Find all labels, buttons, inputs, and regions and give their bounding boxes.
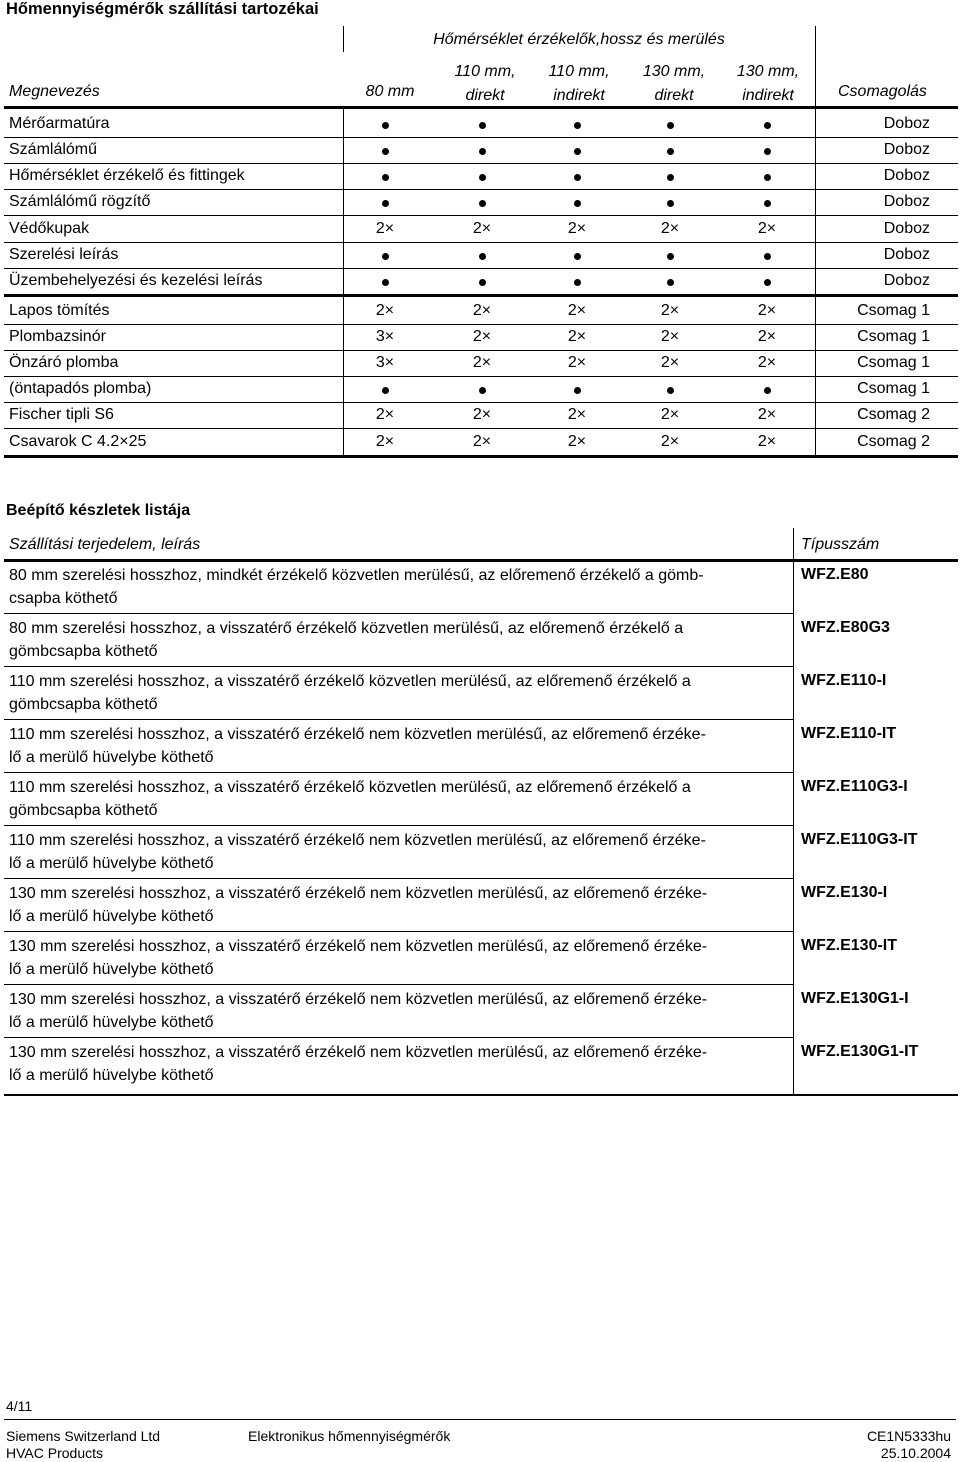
type-number: WFZ.E80G3 [801,619,890,636]
bullet-mark [667,387,674,394]
row-separator [4,719,793,720]
packaging-cell: Doboz [883,115,930,132]
quantity-cell: 2× [472,433,492,450]
col-header-line: indirekt [553,87,605,104]
row-label: Hőmérséklet érzékelő és fittingek [9,167,245,184]
description-line: 130 mm szerelési hosszhoz, a visszatérő érzékelő nem közvetlen merülésű, az előremenő érzéke- [9,938,708,955]
quantity-cell: 2× [375,406,395,423]
row-separator [4,984,793,985]
packaging-cell: Doboz [883,193,930,210]
header-divider [815,26,816,106]
bullet-mark [382,279,389,286]
bullet-mark [479,253,486,260]
bottom-rule [4,1094,958,1096]
quantity-cell: 2× [757,406,777,423]
col-header-line: 130 mm, [642,63,706,80]
description-line: 110 mm szerelési hosszhoz, a visszatérő érzékelő közvetlen merülésű, az előremenő érzékelő a [9,673,691,690]
column-divider [343,109,344,457]
quantity-cell: 2× [472,328,492,345]
header-rule [4,559,958,562]
packaging-cell: Doboz [883,246,930,263]
quantity-cell: 2× [375,433,395,450]
bullet-mark [764,253,771,260]
bullet-mark [382,200,389,207]
quantity-cell: 3× [375,328,395,345]
column-divider [793,528,794,1096]
row-label: Önzáró plomba [9,354,119,371]
bullet-mark [667,279,674,286]
kit-description [9,564,784,610]
doc-code: CE1N5333hu [866,1428,951,1444]
quantity-cell: 2× [567,302,587,319]
col-header-line: 110 mm, [548,63,610,80]
doc-title: Elektronikus hőmennyiségmérők [248,1428,451,1444]
description-line: gömbcsapba köthető [9,802,158,819]
type-number: WFZ.E110G3-I [801,778,908,795]
row-label: Csavarok C 4.2×25 [9,433,147,450]
col-header-line: direkt [465,87,505,104]
row-label: Plombazsinór [9,328,106,345]
row-label: Üzembehelyezési és kezelési leírás [9,272,263,289]
description-line: lő a merülő hüvelybe köthető [9,1014,214,1031]
quantity-cell: 3× [375,354,395,371]
quantity-cell: 2× [567,406,587,423]
description-line: csapba köthető [9,590,118,607]
type-number: WFZ.E110-IT [801,725,897,742]
row-separator [4,613,793,614]
col-header-name: Megnevezés [9,83,100,100]
bullet-mark [667,253,674,260]
description-line: lő a merülő hüvelybe köthető [9,908,214,925]
description-line: 110 mm szerelési hosszhoz, a visszatérő érzékelő nem közvetlen merülésű, az előremenő érzéke- [9,726,706,743]
bullet-mark [479,174,486,181]
bullet-mark [382,148,389,155]
col-header-80: 80 mm [365,83,415,100]
description-line: gömbcsapba köthető [9,696,158,713]
col-header-line: 110 mm, [454,63,516,80]
row-separator [4,1037,793,1038]
quantity-cell: 2× [567,328,587,345]
kit-description [9,723,784,769]
description-line: 80 mm szerelési hosszhoz, a visszatérő érzékelő közvetlen merülésű, az előremenő érzékelő a [9,620,684,637]
description-line: 110 mm szerelési hosszhoz, a visszatérő érzékelő nem közvetlen merülésű, az előremenő érzéke- [9,832,706,849]
quantity-cell: 2× [567,220,587,237]
description-line: lő a merülő hüvelybe köthető [9,1067,214,1084]
bullet-mark [667,122,674,129]
kit-description [9,617,784,663]
quantity-cell: 2× [375,302,395,319]
packaging-cell: Csomag 2 [857,433,930,450]
page-title: Hőmennyiségmérők szállítási tartozékai [6,0,319,18]
type-number: WFZ.E80 [801,566,869,583]
quantity-cell: 2× [757,302,777,319]
bullet-mark [764,174,771,181]
col-header-type: Típusszám [801,536,880,553]
quantity-cell: 2× [375,220,395,237]
description-line: 130 mm szerelési hosszhoz, a visszatérő érzékelő nem közvetlen merülésű, az előremenő érzéke- [9,991,708,1008]
row-label: Védőkupak [9,220,90,237]
bullet-mark [479,200,486,207]
quantity-cell: 2× [757,433,777,450]
description-line: 110 mm szerelési hosszhoz, a visszatérő érzékelő közvetlen merülésű, az előremenő érzékelő a [9,779,691,796]
quantity-cell: 2× [472,220,492,237]
row-label: Szerelési leírás [9,246,119,263]
bullet-mark [764,279,771,286]
quantity-cell: 2× [472,354,492,371]
col-header-110-indirekt [534,60,624,108]
row-separator [4,772,793,773]
row-label: Fischer tipli S6 [9,406,114,423]
quantity-cell: 2× [660,354,680,371]
type-number: WFZ.E130-IT [801,937,898,954]
row-label: Számlálómű rögzítő [9,193,151,210]
quantity-cell: 2× [660,220,680,237]
packaging-cell: Csomag 1 [857,328,930,345]
quantity-cell: 2× [567,354,587,371]
bullet-mark [574,253,581,260]
bullet-mark [479,279,486,286]
bullet-mark [574,279,581,286]
bullet-mark [574,122,581,129]
quantity-cell: 2× [660,433,680,450]
bullet-mark [574,148,581,155]
col-header-desc: Szállítási terjedelem, leírás [9,536,201,553]
bullet-mark [574,387,581,394]
kit-description [9,776,784,822]
bullet-mark [382,174,389,181]
description-line: lő a merülő hüvelybe köthető [9,961,214,978]
description-line: lő a merülő hüvelybe köthető [9,855,214,872]
bullet-mark [574,200,581,207]
kit-description [9,935,784,981]
bullet-mark [764,200,771,207]
quantity-cell: 2× [472,302,492,319]
quantity-cell: 2× [660,302,680,319]
description-line: lő a merülő hüvelybe köthető [9,749,214,766]
packaging-cell: Doboz [883,272,930,289]
division: HVAC Products [6,1445,103,1461]
col-header-line: direkt [654,87,694,104]
row-label: (öntapadós plomba) [9,380,152,397]
col-header-130-direkt [629,60,719,108]
bullet-mark [574,174,581,181]
packaging-cell: Csomag 1 [857,380,930,397]
section-title: Beépítő készletek listája [6,502,191,519]
quantity-cell: 2× [472,406,492,423]
col-header-line: indirekt [742,87,794,104]
quantity-cell: 2× [757,354,777,371]
type-number: WFZ.E130G1-IT [801,1043,919,1060]
description-line: 130 mm szerelési hosszhoz, a visszatérő érzékelő nem közvetlen merülésű, az előremenő érzéke- [9,1044,708,1061]
packaging-cell: Doboz [883,167,930,184]
row-label: Lapos tömítés [9,302,110,319]
row-separator [4,878,793,879]
company: Siemens Switzerland Ltd [6,1428,161,1444]
bullet-mark [382,387,389,394]
column-divider [815,109,816,457]
kit-description [9,882,784,928]
bullet-mark [479,387,486,394]
description-line: gömbcsapba köthető [9,643,158,660]
col-header-110-direkt [440,60,530,108]
type-number: WFZ.E110G3-IT [801,831,918,848]
bullet-mark [479,122,486,129]
bullet-mark [764,148,771,155]
row-separator [4,666,793,667]
bullet-mark [764,387,771,394]
kit-description [9,670,784,716]
description-line: 80 mm szerelési hosszhoz, mindkét érzékelő közvetlen merülésű, az előremenő érzékelő a gömb- [9,567,704,584]
kit-description [9,988,784,1034]
bullet-mark [382,122,389,129]
quantity-cell: 2× [757,328,777,345]
group-header: Hőmérséklet érzékelők,hossz és merülés [433,31,725,48]
quantity-cell: 2× [567,433,587,450]
packaging-cell: Doboz [883,220,930,237]
doc-date: 25.10.2004 [880,1445,951,1461]
bullet-mark [382,253,389,260]
quantity-cell: 2× [757,220,777,237]
description-line: 130 mm szerelési hosszhoz, a visszatérő érzékelő nem közvetlen merülésű, az előremenő érzéke- [9,885,708,902]
packaging-cell: Doboz [883,141,930,158]
packaging-cell: Csomag 2 [857,406,930,423]
col-header-line: 130 mm, [736,63,800,80]
bullet-mark [764,122,771,129]
footer-rule [4,1419,956,1420]
quantity-cell: 2× [660,328,680,345]
packaging-cell: Csomag 1 [857,302,930,319]
type-number: WFZ.E110-I [801,672,887,689]
row-separator [4,825,793,826]
kit-description [9,829,784,875]
row-label: Mérőarmatúra [9,115,110,132]
bullet-mark [667,148,674,155]
type-number: WFZ.E130G1-I [801,990,909,1007]
row-separator [4,931,793,932]
row-label: Számlálómű [9,141,98,158]
quantity-cell: 2× [660,406,680,423]
packaging-cell: Csomag 1 [857,354,930,371]
bullet-mark [667,200,674,207]
kit-description [9,1041,784,1087]
bullet-mark [479,148,486,155]
page-number: 4/11 [6,1398,33,1414]
col-header-130-indirekt [723,60,813,108]
bullet-mark [667,174,674,181]
col-header-pack: Csomagolás [838,83,927,100]
type-number: WFZ.E130-I [801,884,888,901]
